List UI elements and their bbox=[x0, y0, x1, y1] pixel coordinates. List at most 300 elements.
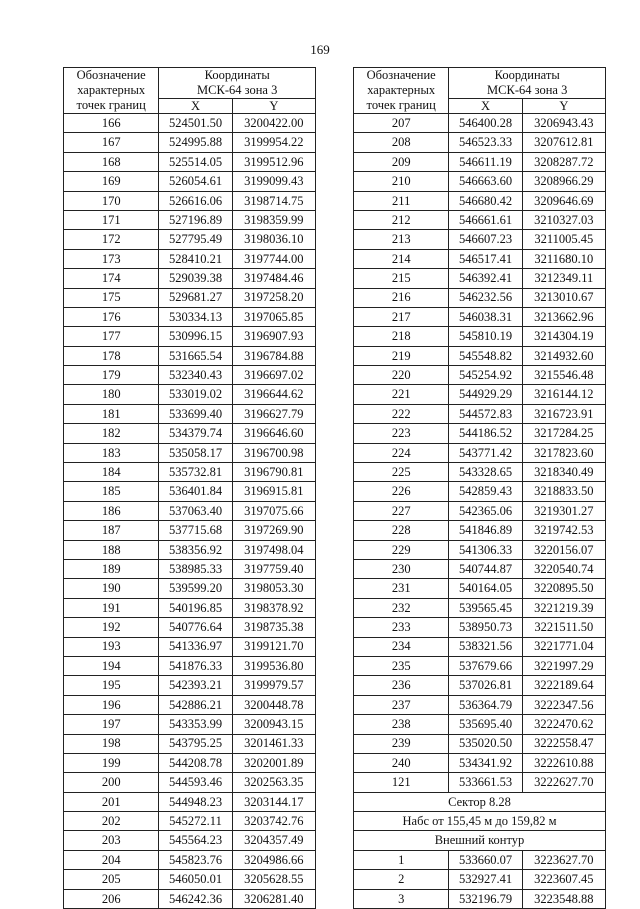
point-id-cell: 193 bbox=[64, 637, 159, 656]
point-id-cell: 195 bbox=[64, 676, 159, 695]
table-row bbox=[354, 307, 606, 326]
point-id-cell: 210 bbox=[354, 172, 449, 191]
point-id-cell: 231 bbox=[354, 579, 449, 598]
point-id-cell: 184 bbox=[64, 463, 159, 482]
y-coordinate-cell: 3197484.46 bbox=[232, 269, 315, 288]
header-x: X bbox=[449, 99, 522, 114]
x-coordinate-cell: 534379.74 bbox=[159, 424, 232, 443]
table-row bbox=[64, 346, 316, 365]
y-coordinate-cell: 3216723.91 bbox=[522, 404, 605, 423]
point-id-cell: 3 bbox=[354, 889, 449, 908]
table-row bbox=[64, 443, 316, 462]
table-row bbox=[354, 230, 606, 249]
point-id-cell: 229 bbox=[354, 540, 449, 559]
point-id-cell: 191 bbox=[64, 598, 159, 617]
x-coordinate-cell: 546400.28 bbox=[449, 114, 522, 133]
x-coordinate-cell: 543328.65 bbox=[449, 463, 522, 482]
table-row bbox=[354, 366, 606, 385]
table-row bbox=[64, 327, 316, 346]
header-point-designation bbox=[64, 68, 159, 114]
table-row bbox=[354, 501, 606, 520]
header-y: Y bbox=[522, 99, 605, 114]
x-coordinate-cell: 538985.33 bbox=[159, 559, 232, 578]
y-coordinate-cell: 3203742.76 bbox=[232, 812, 315, 831]
x-coordinate-cell: 537063.40 bbox=[159, 501, 232, 520]
header-coordinates bbox=[449, 68, 606, 99]
y-coordinate-cell: 3200943.15 bbox=[232, 715, 315, 734]
y-coordinate-cell: 3199536.80 bbox=[232, 656, 315, 675]
table-row bbox=[354, 676, 606, 695]
point-id-cell: 169 bbox=[64, 172, 159, 191]
point-id-cell: 230 bbox=[354, 559, 449, 578]
x-coordinate-cell: 539565.45 bbox=[449, 598, 522, 617]
header-point-designation bbox=[354, 68, 449, 114]
table-row bbox=[64, 269, 316, 288]
y-coordinate-cell: 3196907.93 bbox=[232, 327, 315, 346]
y-coordinate-cell: 3197075.66 bbox=[232, 501, 315, 520]
y-coordinate-cell: 3197498.04 bbox=[232, 540, 315, 559]
table-row bbox=[354, 521, 606, 540]
table-row bbox=[64, 850, 316, 869]
header-x: X bbox=[159, 99, 232, 114]
point-id-cell: 219 bbox=[354, 346, 449, 365]
x-coordinate-cell: 527196.89 bbox=[159, 210, 232, 229]
header-point-line1: Обозначение bbox=[76, 68, 146, 82]
x-coordinate-cell: 533661.53 bbox=[449, 773, 522, 792]
point-id-cell: 240 bbox=[354, 753, 449, 772]
x-coordinate-cell: 538356.92 bbox=[159, 540, 232, 559]
x-coordinate-cell: 537679.66 bbox=[449, 656, 522, 675]
x-coordinate-cell: 524501.50 bbox=[159, 114, 232, 133]
point-id-cell: 171 bbox=[64, 210, 159, 229]
y-coordinate-cell: 3205628.55 bbox=[232, 870, 315, 889]
table-row bbox=[354, 443, 606, 462]
point-id-cell: 226 bbox=[354, 482, 449, 501]
y-coordinate-cell: 3198378.92 bbox=[232, 598, 315, 617]
table-row bbox=[64, 463, 316, 482]
y-coordinate-cell: 3218833.50 bbox=[522, 482, 605, 501]
y-coordinate-cell: 3210327.03 bbox=[522, 210, 605, 229]
point-id-cell: 177 bbox=[64, 327, 159, 346]
table-row bbox=[354, 734, 606, 753]
sector-subtitle: Набс от 155,45 м до 159,82 м bbox=[354, 812, 606, 831]
y-coordinate-cell: 3199121.70 bbox=[232, 637, 315, 656]
header-coords-line2: МСК-64 зона 3 bbox=[487, 83, 568, 97]
table-row bbox=[64, 366, 316, 385]
table-row bbox=[64, 191, 316, 210]
x-coordinate-cell: 535020.50 bbox=[449, 734, 522, 753]
table-row bbox=[64, 676, 316, 695]
x-coordinate-cell: 539599.20 bbox=[159, 579, 232, 598]
y-coordinate-cell: 3196790.81 bbox=[232, 463, 315, 482]
y-coordinate-cell: 3211005.45 bbox=[522, 230, 605, 249]
point-id-cell: 217 bbox=[354, 307, 449, 326]
point-id-cell: 197 bbox=[64, 715, 159, 734]
point-id-cell: 218 bbox=[354, 327, 449, 346]
y-coordinate-cell: 3222627.70 bbox=[522, 773, 605, 792]
y-coordinate-cell: 3196697.02 bbox=[232, 366, 315, 385]
x-coordinate-cell: 546611.19 bbox=[449, 152, 522, 171]
table-row bbox=[64, 501, 316, 520]
table-row bbox=[354, 870, 606, 889]
y-coordinate-cell: 3196644.62 bbox=[232, 385, 315, 404]
header-point-line2: характерных bbox=[367, 83, 436, 97]
x-coordinate-cell: 538321.56 bbox=[449, 637, 522, 656]
x-coordinate-cell: 544186.52 bbox=[449, 424, 522, 443]
y-coordinate-cell: 3222558.47 bbox=[522, 734, 605, 753]
x-coordinate-cell: 536401.84 bbox=[159, 482, 232, 501]
table-row bbox=[64, 172, 316, 191]
y-coordinate-cell: 3198735.38 bbox=[232, 618, 315, 637]
y-coordinate-cell: 3208287.72 bbox=[522, 152, 605, 171]
point-id-cell: 227 bbox=[354, 501, 449, 520]
point-id-cell: 190 bbox=[64, 579, 159, 598]
point-id-cell: 174 bbox=[64, 269, 159, 288]
x-coordinate-cell: 537026.81 bbox=[449, 676, 522, 695]
point-id-cell: 1 bbox=[354, 850, 449, 869]
point-id-cell: 173 bbox=[64, 249, 159, 268]
x-coordinate-cell: 541876.33 bbox=[159, 656, 232, 675]
table-row bbox=[354, 482, 606, 501]
point-id-cell: 168 bbox=[64, 152, 159, 171]
x-coordinate-cell: 528410.21 bbox=[159, 249, 232, 268]
table-row bbox=[354, 656, 606, 675]
x-coordinate-cell: 540744.87 bbox=[449, 559, 522, 578]
x-coordinate-cell: 545823.76 bbox=[159, 850, 232, 869]
point-id-cell: 222 bbox=[354, 404, 449, 423]
point-id-cell: 209 bbox=[354, 152, 449, 171]
point-id-cell: 225 bbox=[354, 463, 449, 482]
y-coordinate-cell: 3203144.17 bbox=[232, 792, 315, 811]
y-coordinate-cell: 3219301.27 bbox=[522, 501, 605, 520]
x-coordinate-cell: 546680.42 bbox=[449, 191, 522, 210]
point-id-cell: 182 bbox=[64, 424, 159, 443]
contour-title: Внешний контур bbox=[354, 831, 606, 850]
x-coordinate-cell: 538950.73 bbox=[449, 618, 522, 637]
point-id-cell: 233 bbox=[354, 618, 449, 637]
x-coordinate-cell: 546038.31 bbox=[449, 307, 522, 326]
x-coordinate-cell: 535732.81 bbox=[159, 463, 232, 482]
x-coordinate-cell: 546607.23 bbox=[449, 230, 522, 249]
table-row bbox=[354, 715, 606, 734]
x-coordinate-cell: 546523.33 bbox=[449, 133, 522, 152]
y-coordinate-cell: 3214932.60 bbox=[522, 346, 605, 365]
table-row bbox=[354, 385, 606, 404]
y-coordinate-cell: 3221511.50 bbox=[522, 618, 605, 637]
y-coordinate-cell: 3196627.79 bbox=[232, 404, 315, 423]
x-coordinate-cell: 545254.92 bbox=[449, 366, 522, 385]
table-row bbox=[64, 424, 316, 443]
y-coordinate-cell: 3222189.64 bbox=[522, 676, 605, 695]
table-row bbox=[354, 269, 606, 288]
y-coordinate-cell: 3207612.81 bbox=[522, 133, 605, 152]
y-coordinate-cell: 3199979.57 bbox=[232, 676, 315, 695]
x-coordinate-cell: 546663.60 bbox=[449, 172, 522, 191]
table-row bbox=[354, 404, 606, 423]
x-coordinate-cell: 535058.17 bbox=[159, 443, 232, 462]
header-point-line3: точек границ bbox=[366, 98, 436, 112]
x-coordinate-cell: 541306.33 bbox=[449, 540, 522, 559]
contour-table-body bbox=[354, 850, 606, 908]
x-coordinate-cell: 530996.15 bbox=[159, 327, 232, 346]
table-row bbox=[354, 114, 606, 133]
point-id-cell: 172 bbox=[64, 230, 159, 249]
point-id-cell: 181 bbox=[64, 404, 159, 423]
point-id-cell: 215 bbox=[354, 269, 449, 288]
table-row bbox=[64, 598, 316, 617]
point-id-cell: 203 bbox=[64, 831, 159, 850]
header-point-line1: Обозначение bbox=[366, 68, 436, 82]
point-id-cell: 176 bbox=[64, 307, 159, 326]
point-id-cell: 175 bbox=[64, 288, 159, 307]
point-id-cell: 211 bbox=[354, 191, 449, 210]
table-row bbox=[64, 559, 316, 578]
y-coordinate-cell: 3198036.10 bbox=[232, 230, 315, 249]
table-row bbox=[354, 579, 606, 598]
x-coordinate-cell: 545564.23 bbox=[159, 831, 232, 850]
point-id-cell: 198 bbox=[64, 734, 159, 753]
point-id-cell: 237 bbox=[354, 695, 449, 714]
y-coordinate-cell: 3211680.10 bbox=[522, 249, 605, 268]
point-id-cell: 207 bbox=[354, 114, 449, 133]
point-id-cell: 206 bbox=[64, 889, 159, 908]
x-coordinate-cell: 524995.88 bbox=[159, 133, 232, 152]
x-coordinate-cell: 540164.05 bbox=[449, 579, 522, 598]
y-coordinate-cell: 3217823.60 bbox=[522, 443, 605, 462]
table-row bbox=[64, 637, 316, 656]
y-coordinate-cell: 3196915.81 bbox=[232, 482, 315, 501]
y-coordinate-cell: 3212349.11 bbox=[522, 269, 605, 288]
y-coordinate-cell: 3196784.88 bbox=[232, 346, 315, 365]
y-coordinate-cell: 3200448.78 bbox=[232, 695, 315, 714]
table-row bbox=[64, 385, 316, 404]
y-coordinate-cell: 3204357.49 bbox=[232, 831, 315, 850]
y-coordinate-cell: 3200422.00 bbox=[232, 114, 315, 133]
x-coordinate-cell: 546392.41 bbox=[449, 269, 522, 288]
table-row bbox=[64, 773, 316, 792]
table-row bbox=[354, 598, 606, 617]
table-row bbox=[64, 753, 316, 772]
y-coordinate-cell: 3223548.88 bbox=[522, 889, 605, 908]
point-id-cell: 185 bbox=[64, 482, 159, 501]
y-coordinate-cell: 3198714.75 bbox=[232, 191, 315, 210]
y-coordinate-cell: 3213010.67 bbox=[522, 288, 605, 307]
x-coordinate-cell: 544948.23 bbox=[159, 792, 232, 811]
left-table-body bbox=[64, 114, 316, 909]
y-coordinate-cell: 3218340.49 bbox=[522, 463, 605, 482]
x-coordinate-cell: 545548.82 bbox=[449, 346, 522, 365]
sector-title: Сектор 8.28 bbox=[354, 792, 606, 811]
table-row bbox=[64, 618, 316, 637]
y-coordinate-cell: 3220895.50 bbox=[522, 579, 605, 598]
y-coordinate-cell: 3223627.70 bbox=[522, 850, 605, 869]
y-coordinate-cell: 3209646.69 bbox=[522, 191, 605, 210]
x-coordinate-cell: 533019.02 bbox=[159, 385, 232, 404]
table-row bbox=[64, 521, 316, 540]
y-coordinate-cell: 3199954.22 bbox=[232, 133, 315, 152]
y-coordinate-cell: 3208966.29 bbox=[522, 172, 605, 191]
point-id-cell: 200 bbox=[64, 773, 159, 792]
point-id-cell: 235 bbox=[354, 656, 449, 675]
point-id-cell: 180 bbox=[64, 385, 159, 404]
table-row bbox=[354, 288, 606, 307]
y-coordinate-cell: 3220540.74 bbox=[522, 559, 605, 578]
point-id-cell: 187 bbox=[64, 521, 159, 540]
x-coordinate-cell: 534341.92 bbox=[449, 753, 522, 772]
x-coordinate-cell: 542393.21 bbox=[159, 676, 232, 695]
y-coordinate-cell: 3197269.90 bbox=[232, 521, 315, 540]
table-row bbox=[354, 172, 606, 191]
header-coords-line1: Координаты bbox=[494, 68, 560, 82]
x-coordinate-cell: 544208.78 bbox=[159, 753, 232, 772]
y-coordinate-cell: 3199099.43 bbox=[232, 172, 315, 191]
point-id-cell: 202 bbox=[64, 812, 159, 831]
x-coordinate-cell: 542859.43 bbox=[449, 482, 522, 501]
x-coordinate-cell: 529039.38 bbox=[159, 269, 232, 288]
x-coordinate-cell: 545272.11 bbox=[159, 812, 232, 831]
table-row bbox=[64, 230, 316, 249]
x-coordinate-cell: 545810.19 bbox=[449, 327, 522, 346]
header-point-line3: точек границ bbox=[76, 98, 146, 112]
y-coordinate-cell: 3223607.45 bbox=[522, 870, 605, 889]
table-row bbox=[354, 889, 606, 908]
sector-title-row bbox=[354, 792, 606, 811]
right-table-body bbox=[354, 114, 606, 793]
x-coordinate-cell: 535695.40 bbox=[449, 715, 522, 734]
x-coordinate-cell: 527795.49 bbox=[159, 230, 232, 249]
y-coordinate-cell: 3221219.39 bbox=[522, 598, 605, 617]
point-id-cell: 224 bbox=[354, 443, 449, 462]
table-row bbox=[354, 559, 606, 578]
sector-section bbox=[354, 792, 606, 850]
table-row bbox=[354, 618, 606, 637]
coordinates-table-right bbox=[353, 67, 606, 909]
table-row bbox=[64, 695, 316, 714]
x-coordinate-cell: 529681.27 bbox=[159, 288, 232, 307]
point-id-cell: 189 bbox=[64, 559, 159, 578]
x-coordinate-cell: 546242.36 bbox=[159, 889, 232, 908]
table-row bbox=[64, 249, 316, 268]
y-coordinate-cell: 3216144.12 bbox=[522, 385, 605, 404]
x-coordinate-cell: 543353.99 bbox=[159, 715, 232, 734]
table-row bbox=[64, 404, 316, 423]
point-id-cell: 228 bbox=[354, 521, 449, 540]
x-coordinate-cell: 540776.64 bbox=[159, 618, 232, 637]
y-coordinate-cell: 3201461.33 bbox=[232, 734, 315, 753]
point-id-cell: 201 bbox=[64, 792, 159, 811]
point-id-cell: 192 bbox=[64, 618, 159, 637]
x-coordinate-cell: 543795.25 bbox=[159, 734, 232, 753]
y-coordinate-cell: 3221771.04 bbox=[522, 637, 605, 656]
table-row bbox=[354, 540, 606, 559]
table-row bbox=[354, 695, 606, 714]
point-id-cell: 121 bbox=[354, 773, 449, 792]
table-row bbox=[64, 288, 316, 307]
point-id-cell: 2 bbox=[354, 870, 449, 889]
y-coordinate-cell: 3222347.56 bbox=[522, 695, 605, 714]
point-id-cell: 167 bbox=[64, 133, 159, 152]
point-id-cell: 236 bbox=[354, 676, 449, 695]
table-row bbox=[64, 133, 316, 152]
y-coordinate-cell: 3196646.60 bbox=[232, 424, 315, 443]
table-row bbox=[354, 753, 606, 772]
table-row bbox=[64, 715, 316, 734]
table-row bbox=[64, 734, 316, 753]
y-coordinate-cell: 3197759.40 bbox=[232, 559, 315, 578]
y-coordinate-cell: 3202563.35 bbox=[232, 773, 315, 792]
y-coordinate-cell: 3202001.89 bbox=[232, 753, 315, 772]
x-coordinate-cell: 540196.85 bbox=[159, 598, 232, 617]
y-coordinate-cell: 3222470.62 bbox=[522, 715, 605, 734]
point-id-cell: 208 bbox=[354, 133, 449, 152]
x-coordinate-cell: 541336.97 bbox=[159, 637, 232, 656]
x-coordinate-cell: 532196.79 bbox=[449, 889, 522, 908]
header-y: Y bbox=[232, 99, 315, 114]
table-row bbox=[354, 210, 606, 229]
sector-subtitle-row bbox=[354, 812, 606, 831]
x-coordinate-cell: 531665.54 bbox=[159, 346, 232, 365]
point-id-cell: 238 bbox=[354, 715, 449, 734]
header-coordinates bbox=[159, 68, 316, 99]
point-id-cell: 223 bbox=[354, 424, 449, 443]
y-coordinate-cell: 3213662.96 bbox=[522, 307, 605, 326]
coordinates-table-left bbox=[63, 67, 316, 909]
x-coordinate-cell: 532340.43 bbox=[159, 366, 232, 385]
point-id-cell: 178 bbox=[64, 346, 159, 365]
y-coordinate-cell: 3197065.85 bbox=[232, 307, 315, 326]
x-coordinate-cell: 532927.41 bbox=[449, 870, 522, 889]
table-row bbox=[354, 773, 606, 792]
y-coordinate-cell: 3199512.96 bbox=[232, 152, 315, 171]
page-number: 169 bbox=[310, 42, 330, 57]
x-coordinate-cell: 546661.61 bbox=[449, 210, 522, 229]
point-id-cell: 205 bbox=[64, 870, 159, 889]
point-id-cell: 232 bbox=[354, 598, 449, 617]
point-id-cell: 183 bbox=[64, 443, 159, 462]
table-row bbox=[354, 637, 606, 656]
y-coordinate-cell: 3221997.29 bbox=[522, 656, 605, 675]
table-row bbox=[64, 307, 316, 326]
y-coordinate-cell: 3206943.43 bbox=[522, 114, 605, 133]
point-id-cell: 166 bbox=[64, 114, 159, 133]
table-row bbox=[354, 191, 606, 210]
table-row bbox=[354, 346, 606, 365]
x-coordinate-cell: 542365.06 bbox=[449, 501, 522, 520]
y-coordinate-cell: 3220156.07 bbox=[522, 540, 605, 559]
point-id-cell: 179 bbox=[64, 366, 159, 385]
table-row bbox=[64, 831, 316, 850]
table-row bbox=[64, 812, 316, 831]
y-coordinate-cell: 3217284.25 bbox=[522, 424, 605, 443]
table-row bbox=[354, 249, 606, 268]
point-id-cell: 221 bbox=[354, 385, 449, 404]
point-id-cell: 188 bbox=[64, 540, 159, 559]
x-coordinate-cell: 546517.41 bbox=[449, 249, 522, 268]
y-coordinate-cell: 3197258.20 bbox=[232, 288, 315, 307]
header-point-line2: характерных bbox=[77, 83, 146, 97]
y-coordinate-cell: 3204986.66 bbox=[232, 850, 315, 869]
point-id-cell: 196 bbox=[64, 695, 159, 714]
table-row bbox=[64, 114, 316, 133]
x-coordinate-cell: 544593.46 bbox=[159, 773, 232, 792]
x-coordinate-cell: 526616.06 bbox=[159, 191, 232, 210]
x-coordinate-cell: 544929.29 bbox=[449, 385, 522, 404]
point-id-cell: 214 bbox=[354, 249, 449, 268]
table-row bbox=[354, 152, 606, 171]
table-row bbox=[354, 327, 606, 346]
table-row bbox=[64, 210, 316, 229]
point-id-cell: 239 bbox=[354, 734, 449, 753]
